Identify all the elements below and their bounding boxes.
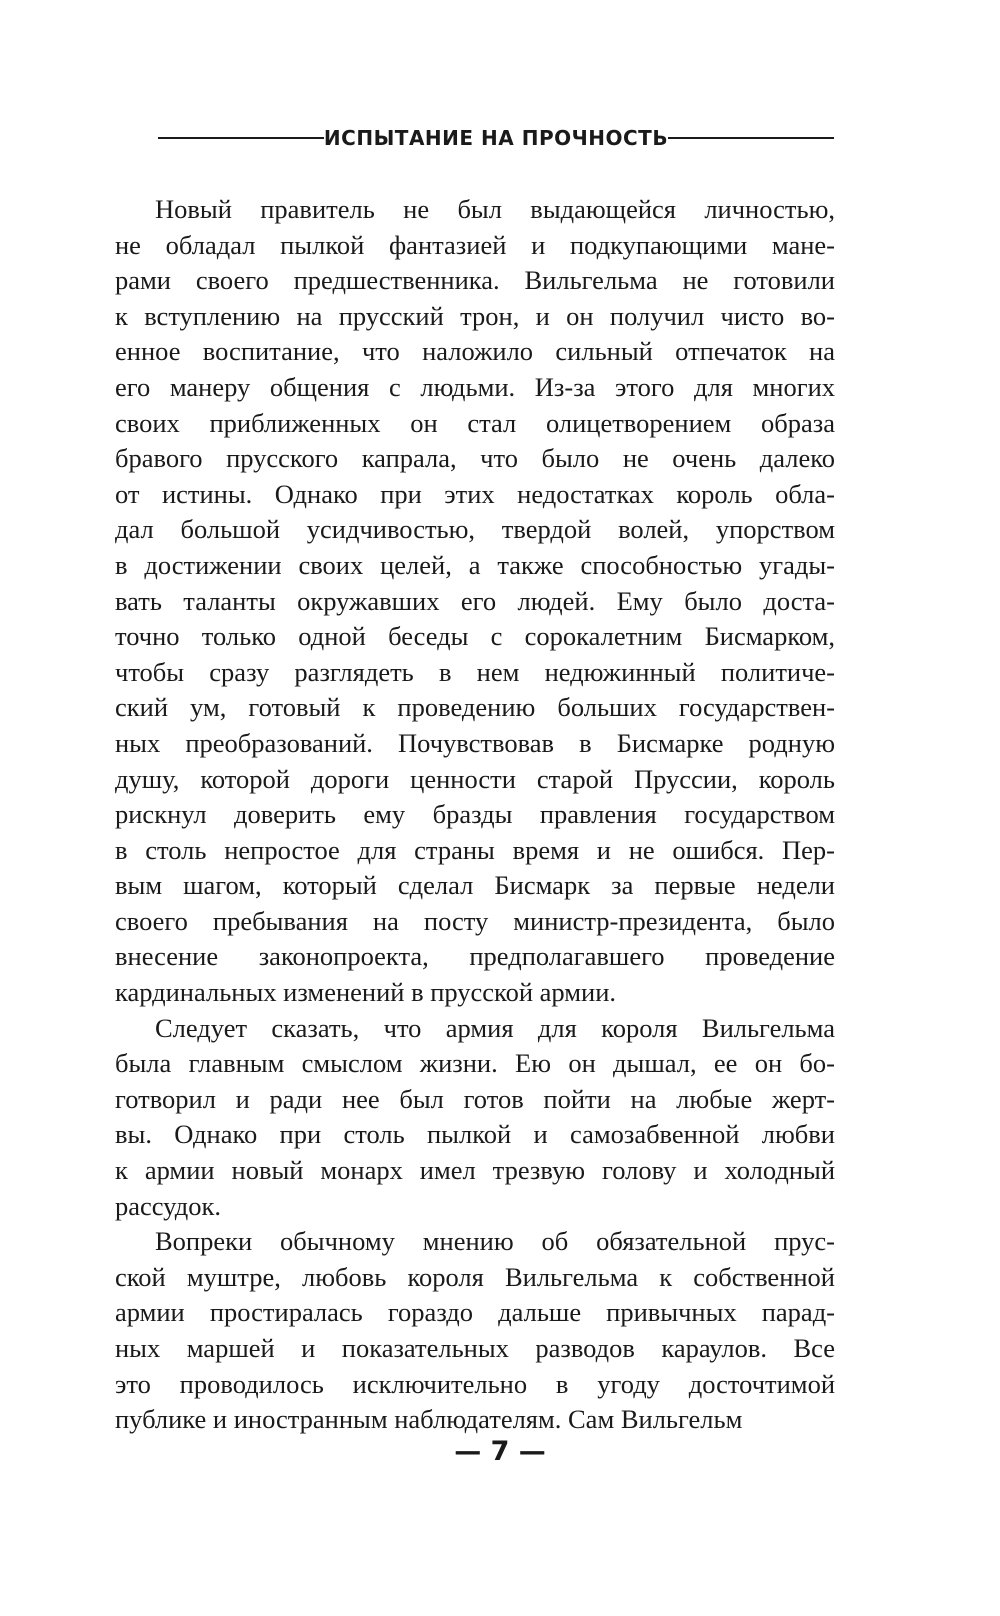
text-line: это проводилось исключительно в угоду досточтимой (115, 1368, 835, 1399)
text-line: от истины. Однако при этих недостатках король обла- (115, 478, 835, 509)
paragraph (115, 192, 835, 1011)
text-line: ский ум, готовый к проведению больших государствен- (115, 692, 835, 723)
paragraph (115, 1011, 835, 1225)
text-line: в столь непростое для страны время и не ошибся. Пер- (115, 834, 835, 865)
text-line: рами своего предшественника. Вильгельма не готовили (115, 265, 835, 296)
text-line: дал большой усидчивостью, твердой волей, упорством (115, 514, 835, 545)
text-line: не обладал пылкой фантазией и подкупающими мане- (115, 229, 835, 260)
text-line: бравого прусского капрала, что было не очень далеко (115, 443, 835, 474)
text-line: Следует сказать, что армия для короля Вильгельма (155, 1012, 835, 1043)
text-line: была главным смыслом жизни. Ею он дышал, ее он бо- (115, 1048, 835, 1079)
text-line: вым шагом, который сделал Бисмарк за первые недели (115, 870, 835, 901)
text-line: чтобы сразу разглядеть в нем недюжинный политиче- (115, 656, 835, 687)
text-line: ской муштре, любовь короля Вильгельма к собственной (115, 1261, 835, 1292)
running-header (158, 126, 834, 150)
text-line: внесение законопроекта, предполагавшего проведение (115, 941, 835, 972)
text-line: готворил и ради нее был готов пойти на любые жерт- (115, 1083, 835, 1114)
text-line: в достижении своих целей, а также способностью угады- (115, 549, 835, 580)
header-rule-right (668, 137, 834, 139)
text-line: вать таланты окружавших его людей. Ему было доста- (115, 585, 835, 616)
text-line: ных преобразований. Почувствовав в Бисмарке родную (115, 727, 835, 758)
text-line: к армии новый монарх имел трезвую голову и холодный (115, 1155, 835, 1186)
text-line: енное воспитание, что наложило сильный отпечаток на (115, 336, 835, 367)
text-line: душу, которой дороги ценности старой Пруссии, король (115, 763, 835, 794)
text-line: к вступлению на прусский трон, и он получил чисто во- (115, 300, 835, 331)
text-line: кардинальных изменений в прусской армии. (115, 977, 617, 1008)
page-number: — 7 — (454, 1436, 546, 1467)
running-header-title: ИСПЫТАНИЕ НА ПРОЧНОСТЬ (323, 126, 669, 150)
text-line: его манеру общения с людьми. Из-за этого для многих (115, 371, 835, 402)
text-line: рискнул доверить ему бразды правления государством (115, 799, 835, 830)
text-line: публике и иностранным наблюдателям. Сам Вильгельм (115, 1404, 743, 1435)
body-text (115, 192, 835, 1438)
text-line: своих приближенных он стал олицетворением образа (115, 407, 835, 438)
text-line: вы. Однако при столь пылкой и самозабвенной любви (115, 1119, 835, 1150)
text-line: рассудок. (115, 1190, 221, 1221)
header-rule-left (158, 137, 324, 139)
paragraph (115, 1224, 835, 1438)
text-line: точно только одной беседы с сорокалетним Бисмарком, (115, 621, 835, 652)
text-line: ных маршей и показательных разводов караулов. Все (115, 1333, 835, 1363)
text-line: армии простиралась гораздо дальше привычных парад- (115, 1297, 835, 1328)
text-line: Новый правитель не был выдающейся личностью, (155, 194, 835, 224)
text-line: Вопреки обычному мнению об обязательной прус- (155, 1226, 835, 1257)
text-line: своего пребывания на посту министр-президента, было (115, 905, 835, 936)
